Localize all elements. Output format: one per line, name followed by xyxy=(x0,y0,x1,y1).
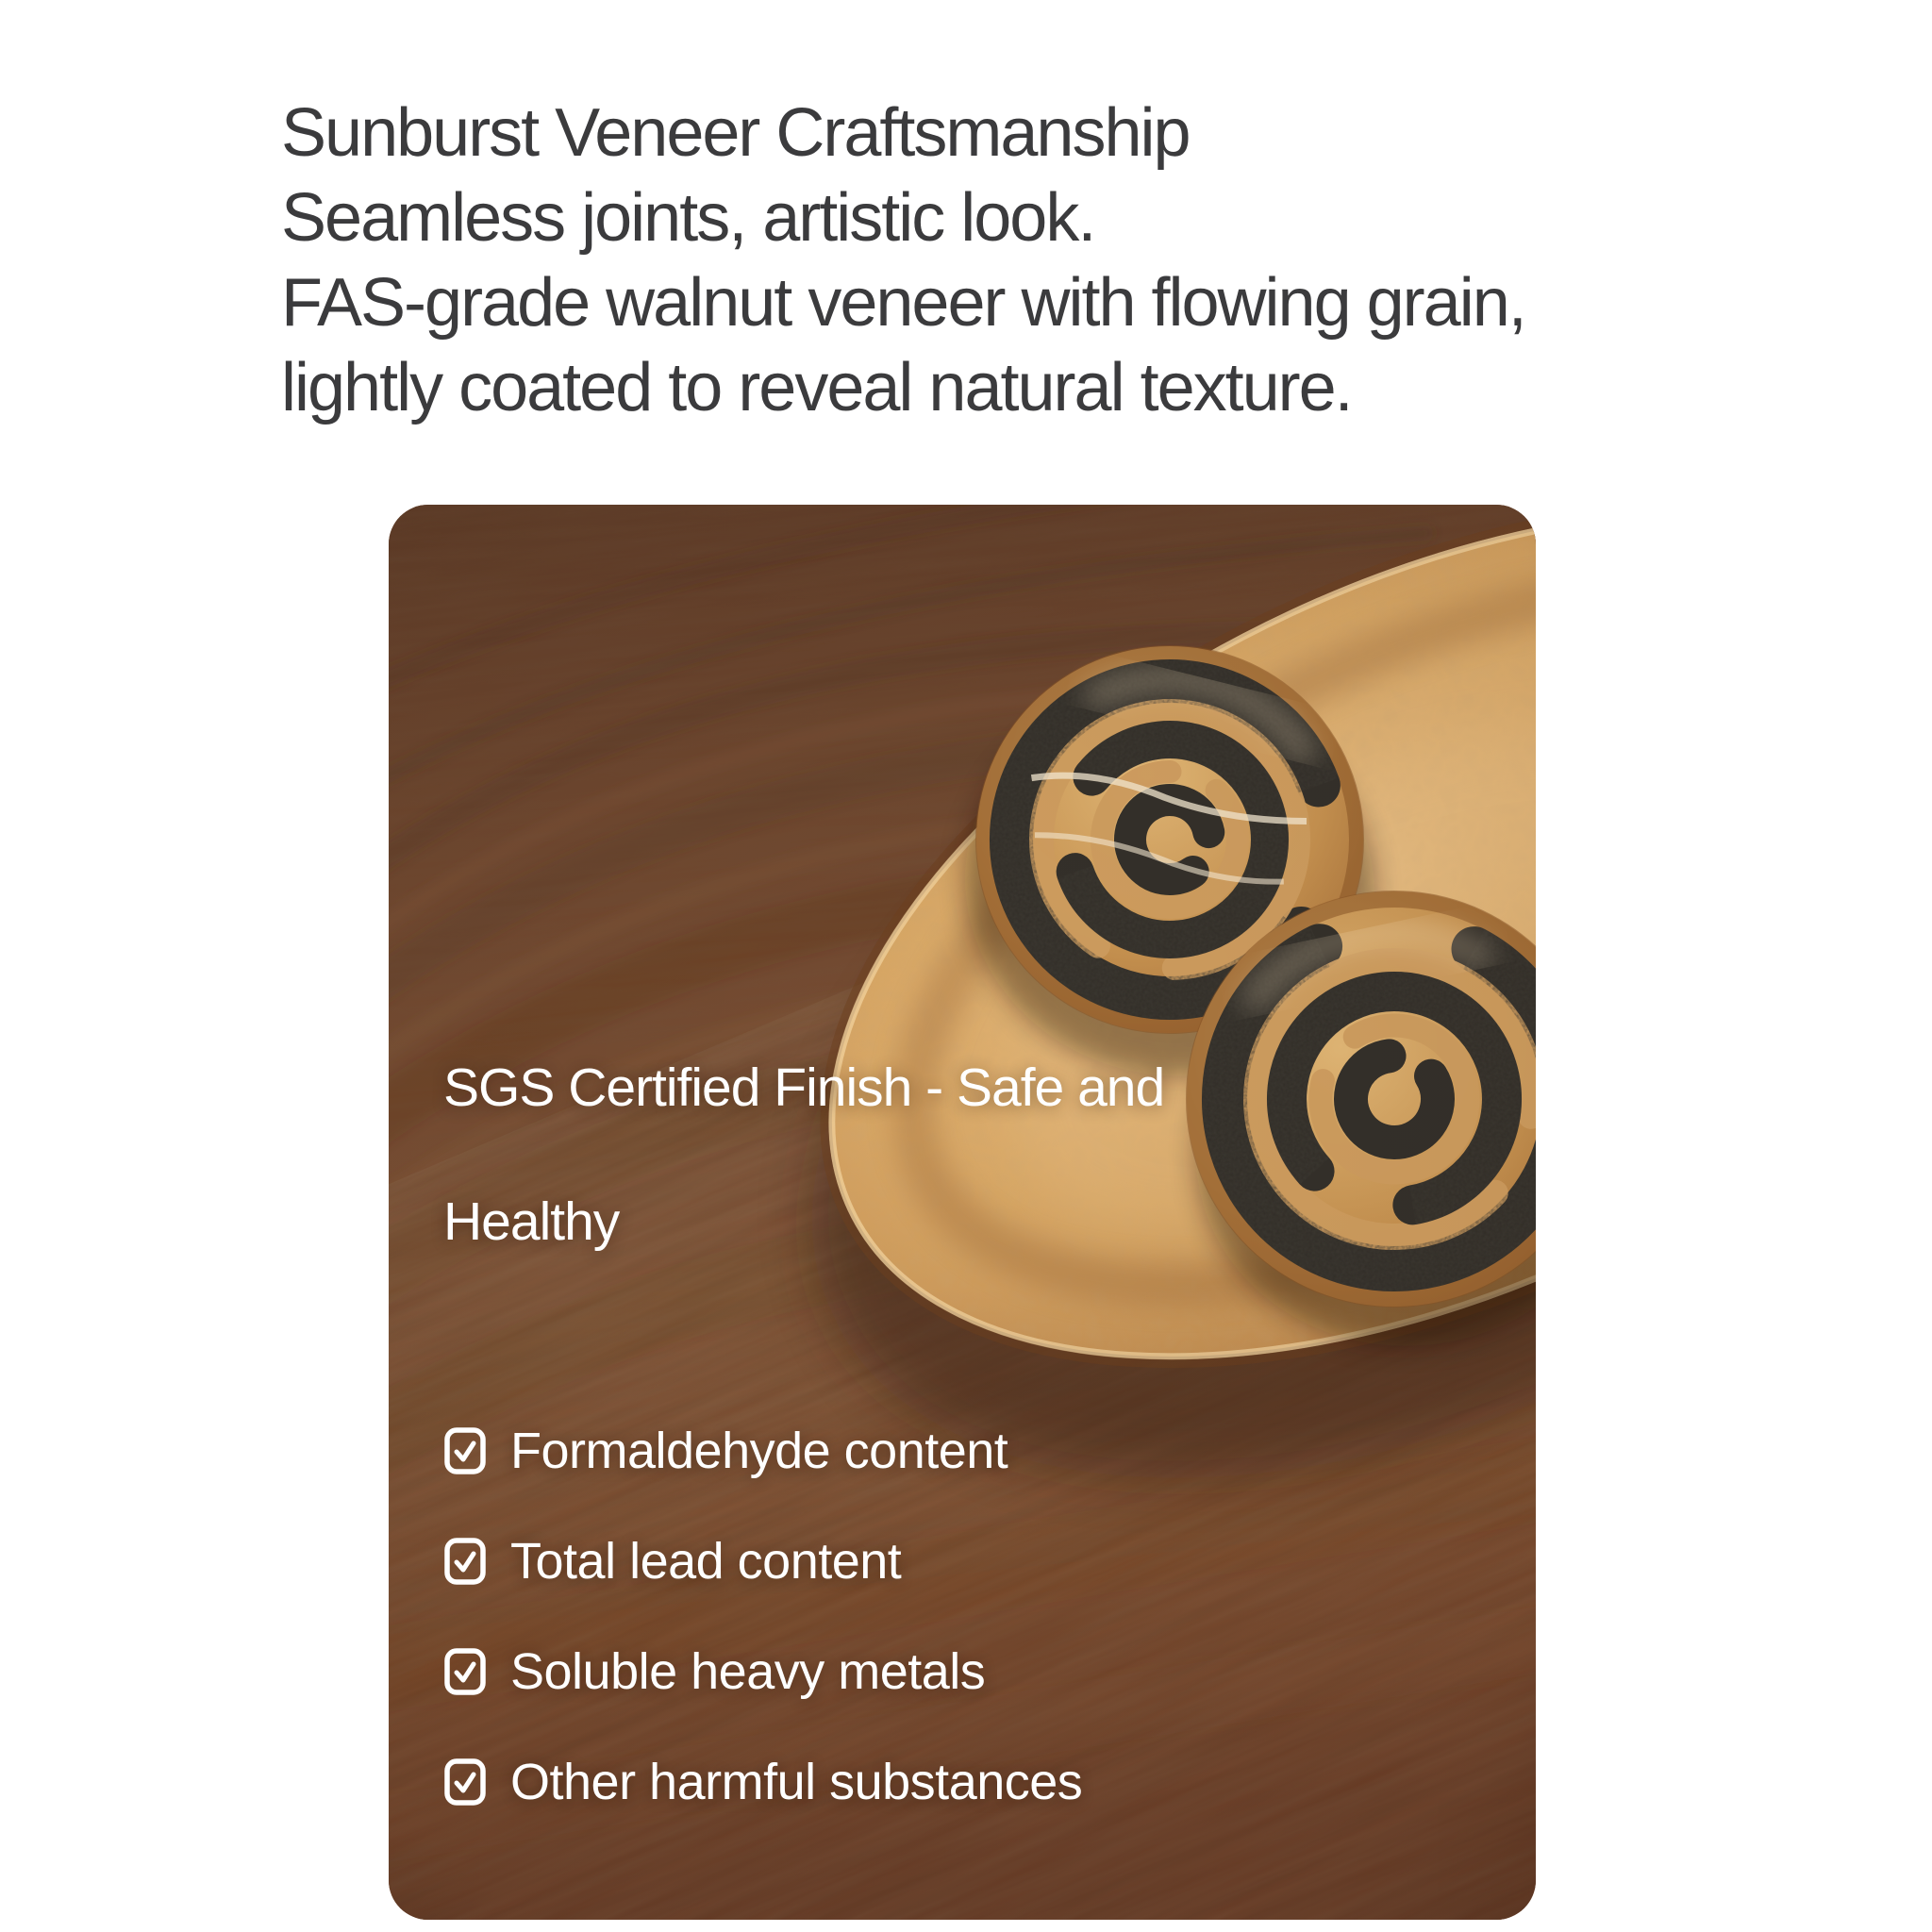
checked-checkbox-icon xyxy=(443,1647,487,1696)
checklist-item xyxy=(443,1726,1082,1837)
checked-checkbox-icon xyxy=(443,1757,487,1807)
checklist-item-label: Other harmful substances xyxy=(510,1753,1083,1810)
checklist-item-label: Soluble heavy metals xyxy=(510,1642,986,1700)
headline-line-3: FAS-grade walnut veneer with flowing grain, xyxy=(281,265,1525,341)
headline-line-1: Sunburst Veneer Craftsmanship xyxy=(281,95,1190,171)
product-image-card xyxy=(389,505,1536,1920)
checklist-item-label: Total lead content xyxy=(510,1532,902,1590)
checklist-item xyxy=(443,1616,1082,1726)
certification-checklist xyxy=(443,1395,1082,1837)
headline-line-2: Seamless joints, artistic look. xyxy=(281,180,1095,256)
checked-checkbox-icon xyxy=(443,1426,487,1475)
card-heading-line-1: SGS Certified Finish - Safe and xyxy=(443,1058,1165,1118)
checklist-item-label: Formaldehyde content xyxy=(510,1422,1008,1479)
card-heading-line-2: Healthy xyxy=(443,1191,620,1252)
checklist-item xyxy=(443,1506,1082,1616)
page-title-block xyxy=(281,91,1525,430)
checked-checkbox-icon xyxy=(443,1537,487,1586)
checklist-item xyxy=(443,1395,1082,1506)
headline-line-4: lightly coated to reveal natural texture. xyxy=(281,350,1352,425)
